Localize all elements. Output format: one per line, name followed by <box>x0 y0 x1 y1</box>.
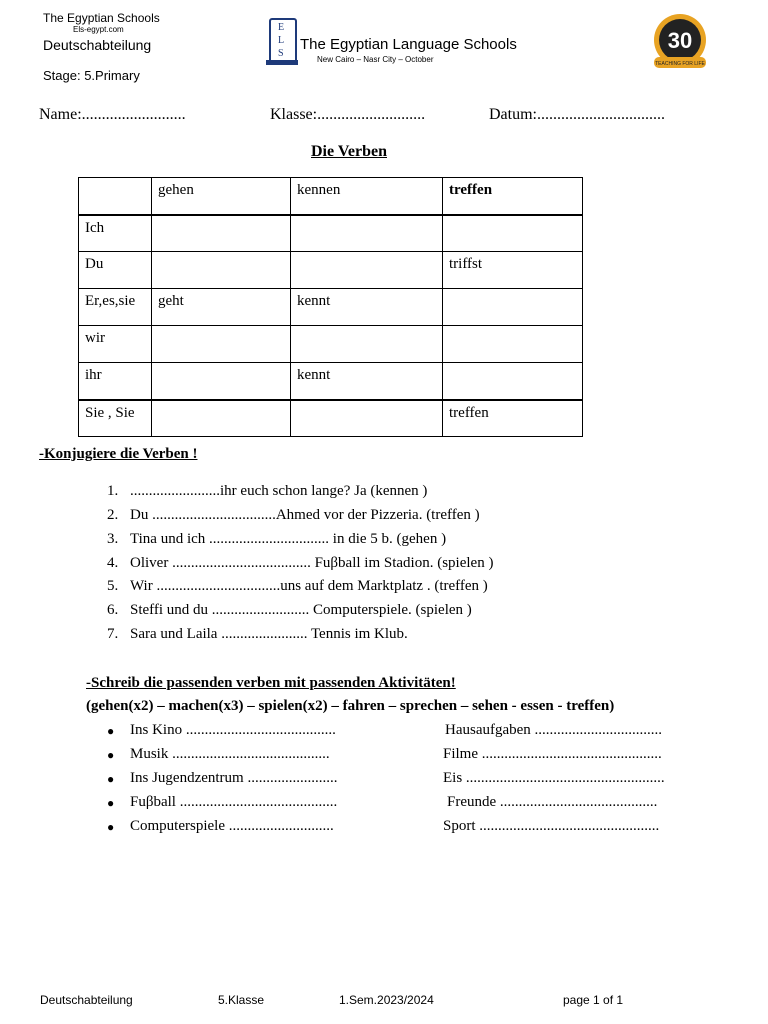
table-cell <box>291 400 443 437</box>
exercise-item <box>107 626 408 643</box>
table-cell <box>443 363 583 400</box>
table-cell <box>152 363 291 400</box>
table-header-kennen: kennen <box>291 178 443 215</box>
table-cell: kennt <box>291 363 443 400</box>
table-header-row <box>79 178 583 215</box>
table-row <box>79 215 583 252</box>
table-cell: ihr <box>79 363 152 400</box>
table-row <box>79 363 583 400</box>
exercise-text: Oliver ..................................... Fuβball im Stadion. (spielen ) <box>130 555 494 571</box>
bullet-icon: ● <box>107 820 115 834</box>
footer-department: Deutschabteilung <box>40 993 133 1007</box>
exercise-number: 4. <box>107 555 119 571</box>
table-cell: Sie , Sie <box>79 400 152 437</box>
logo-letter-l: L <box>278 35 285 46</box>
activity-right: Filme ................................................ <box>443 746 662 762</box>
school-website: Els-egypt.com <box>73 25 124 34</box>
table-cell: Du <box>79 252 152 289</box>
exercise-text: Wir .................................uns auf dem Marktplatz . (treffen ) <box>130 578 488 594</box>
table-cell: geht <box>152 289 291 326</box>
table-header-treffen: treffen <box>443 178 583 215</box>
footer-klasse: 5.Klasse <box>218 993 265 1007</box>
table-cell <box>443 215 583 252</box>
exercise-item <box>107 507 480 524</box>
exercise-item <box>107 578 488 595</box>
exercise-text: Du .................................Ahmed vor der Pizzeria. (treffen ) <box>130 507 480 523</box>
exercise-number: 3. <box>107 531 119 547</box>
bullet-icon: ● <box>107 748 115 762</box>
table-cell: treffen <box>443 400 583 437</box>
name-field: Name:.......................... <box>39 106 186 123</box>
table-row <box>79 252 583 289</box>
table-cell: wir <box>79 326 152 363</box>
activity-right: Eis ..................................................... <box>443 770 665 786</box>
els-school-title: The Egyptian Language Schools <box>300 36 517 53</box>
els-school-subtitle: New Cairo – Nasr City – October <box>317 55 434 64</box>
logo-base <box>266 60 298 65</box>
els-logo <box>269 18 297 65</box>
footer-page-number: page 1 of 1 <box>563 993 624 1007</box>
bullet-icon: ● <box>107 772 115 786</box>
exercise-number: 6. <box>107 602 119 618</box>
page-title: Die Verben <box>311 143 387 160</box>
exercise-number: 5. <box>107 578 119 594</box>
exercise-number: 1. <box>107 483 119 499</box>
activity-left: Ins Jugendzentrum ........................ <box>130 770 338 786</box>
exercise-text: Steffi und du .......................... Computerspiele. (spielen ) <box>130 602 472 618</box>
activity-left: Fuβball .......................................... <box>130 794 338 810</box>
section-activities-title: -Schreib die passenden verben mit passenden Aktivitäten! <box>86 675 456 691</box>
badge-tagline: TEACHING FOR LIFE <box>655 61 705 67</box>
logo-letter-s: S <box>278 48 284 59</box>
table-cell <box>152 400 291 437</box>
table-header-gehen: gehen <box>152 178 291 215</box>
activity-left: Ins Kino ........................................ <box>130 722 336 738</box>
section-conjugate-title: -Konjugiere die Verben ! <box>39 446 198 462</box>
table-cell <box>152 326 291 363</box>
stage-label: Stage: 5.Primary <box>43 68 140 83</box>
anniversary-badge-icon <box>644 13 716 71</box>
datum-field: Datum:................................ <box>489 106 665 123</box>
footer-semester: 1.Sem.2023/2024 <box>339 993 434 1007</box>
table-cell: Er,es,sie <box>79 289 152 326</box>
verb-conjugation-table <box>78 177 583 437</box>
verb-list: (gehen(x2) – machen(x3) – spielen(x2) – fahren – sprechen – sehen - essen - treffen) <box>86 698 615 714</box>
table-cell: Ich <box>79 215 152 252</box>
table-cell: triffst <box>443 252 583 289</box>
bullet-icon: ● <box>107 796 115 810</box>
table-cell: kennt <box>291 289 443 326</box>
table-cell <box>443 289 583 326</box>
bullet-icon: ● <box>107 724 115 738</box>
table-row <box>79 289 583 326</box>
table-cell <box>152 252 291 289</box>
exercise-text: Sara und Laila ....................... Tennis im Klub. <box>130 626 408 642</box>
klasse-field: Klasse:........................... <box>270 106 426 123</box>
table-row <box>79 326 583 363</box>
exercise-item <box>107 483 427 500</box>
exercise-item <box>107 531 446 548</box>
table-cell <box>79 178 152 215</box>
activity-right: Sport ................................................ <box>443 818 660 834</box>
exercise-text: ........................ihr euch schon lange? Ja (kennen ) <box>130 483 428 499</box>
activity-right: Hausaufgaben .................................. <box>445 722 663 738</box>
activity-left: Computerspiele ............................ <box>130 818 334 834</box>
table-cell <box>152 215 291 252</box>
exercise-item <box>107 555 493 572</box>
logo-letter-e: E <box>278 22 285 33</box>
table-cell <box>443 326 583 363</box>
exercise-text: Tina und ich ................................ in die 5 b. (gehen ) <box>130 531 447 547</box>
exercise-item <box>107 602 472 619</box>
table-cell <box>291 215 443 252</box>
badge-number: 30 <box>667 28 693 53</box>
exercise-number: 7. <box>107 626 119 642</box>
table-cell <box>291 252 443 289</box>
school-name: The Egyptian Schools <box>43 11 160 25</box>
table-row <box>79 400 583 437</box>
activity-left: Musik .......................................... <box>130 746 330 762</box>
exercise-number: 2. <box>107 507 119 523</box>
department-label: Deutschabteilung <box>43 37 152 53</box>
activity-right: Freunde .......................................... <box>447 794 658 810</box>
table-cell <box>291 326 443 363</box>
